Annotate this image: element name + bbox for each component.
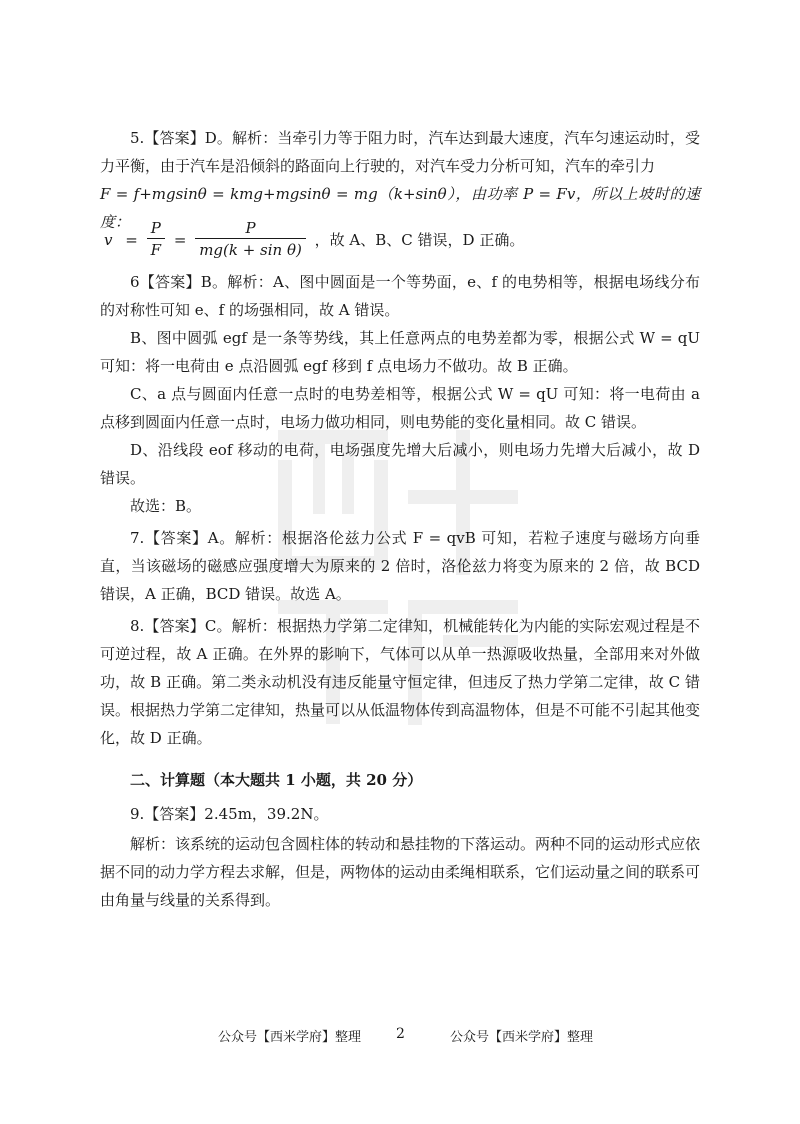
formula-fraction-2: $\frac{P}{\text{mg(k + sin θ)}}$ bbox=[195, 218, 306, 261]
q9-answer: 9.【答案】2.45m，39.2N。 bbox=[130, 805, 329, 823]
section-heading-calculation: 二、计算题（本大题共 1 小题，共 20 分） bbox=[130, 771, 423, 789]
q5-line2: F = f+mgsinθ = kmg+mgsinθ = mg（k+sinθ），由功率 P = Fv，所以上坡时的速度： bbox=[100, 185, 700, 231]
q6-option-d: D、沿线段 eof 移动的电荷，电场强度先增大后减小，则电场力先增大后减小，故 D 错误。 bbox=[100, 441, 700, 487]
page-number: 2 bbox=[396, 1026, 405, 1042]
formula-conclusion: ，故 A、B、C 错误，D 正确。 bbox=[314, 231, 525, 249]
q5-velocity-formula: v = $\frac{P}{F}$ = $\frac{P}{\text{mg(k + sin θ)}}$ ，故 A、B、C 错误，D 正确。 bbox=[100, 218, 700, 270]
q9-analysis: 解析：该系统的运动包含圆柱体的转动和悬挂物的下落运动。两种不同的运动形式应依据不同的动力学方程去求解，但是，两物体的运动由柔绳相联系，它们运动量之间的联系可由角量与线量的关系得到。 bbox=[100, 835, 701, 909]
q6-option-b: B、图中圆弧 egf 是一条等势线，其上任意两点的电势差都为零，根据公式 W = qU 可知：将一电荷由 e 点沿圆弧 egf 移到 f 点电场力不做功。故 B 正确。 bbox=[100, 329, 700, 375]
page-footer bbox=[0, 1026, 800, 1046]
q6-option-c: C、a 点与圆面内任意一点时的电势差相等，根据公式 W = qU 可知：将一电荷由 a 点移到圆面内任意一点时，电场力做功相同，则电势能的变化量相同。故 C 错误。 bbox=[100, 385, 700, 431]
q6-choice: 故选：B。 bbox=[130, 497, 202, 515]
formula-fraction-1: $\frac{P}{F}$ bbox=[147, 218, 165, 261]
footer-right-credit: 公众号【西米学府】整理 bbox=[450, 1030, 594, 1045]
formula-v: v bbox=[104, 230, 113, 249]
q6-option-a: 6【答案】B。解析：A、图中圆面是一个等势面，e、f 的电势相等，根据电场线分布的对称性可知 e、f 的场强相同，故 A 错误。 bbox=[100, 273, 700, 319]
q7-answer: 7.【答案】A。解析：根据洛伦兹力公式 F = qvB 可知，若粒子速度与磁场方向垂直，当该磁场的磁感应强度增大为原来的 2 倍时，洛伦兹力将变为原来的 2 倍，故 BCD 错误，A 正确，BCD 错误。故选 A。 bbox=[100, 529, 700, 603]
footer-left-credit: 公众号【西米学府】整理 bbox=[218, 1030, 362, 1045]
q5-line1: 5.【答案】D。解析：当牵引力等于阻力时，汽车达到最大速度，汽车匀速运动时，受力平衡，由于汽车是沿倾斜的路面向上行驶的，对汽车受力分析可知，汽车的牵引力 bbox=[100, 129, 700, 175]
q8-answer: 8.【答案】C。解析：根据热力学第二定律知，机械能转化为内能的实际宏观过程是不可逆过程，故 A 正确。在外界的影响下，气体可以从单一热源吸收热量，全部用来对外做功，故 B 正确。第二类永动机没有违反能量守恒定律，但违反了热力学第二定律，故 C 错误。根据热力学第二定律知，热量可以从低温物体传到高温物体，但是不可能不引起其他变化，故 D 正确。 bbox=[100, 617, 701, 747]
